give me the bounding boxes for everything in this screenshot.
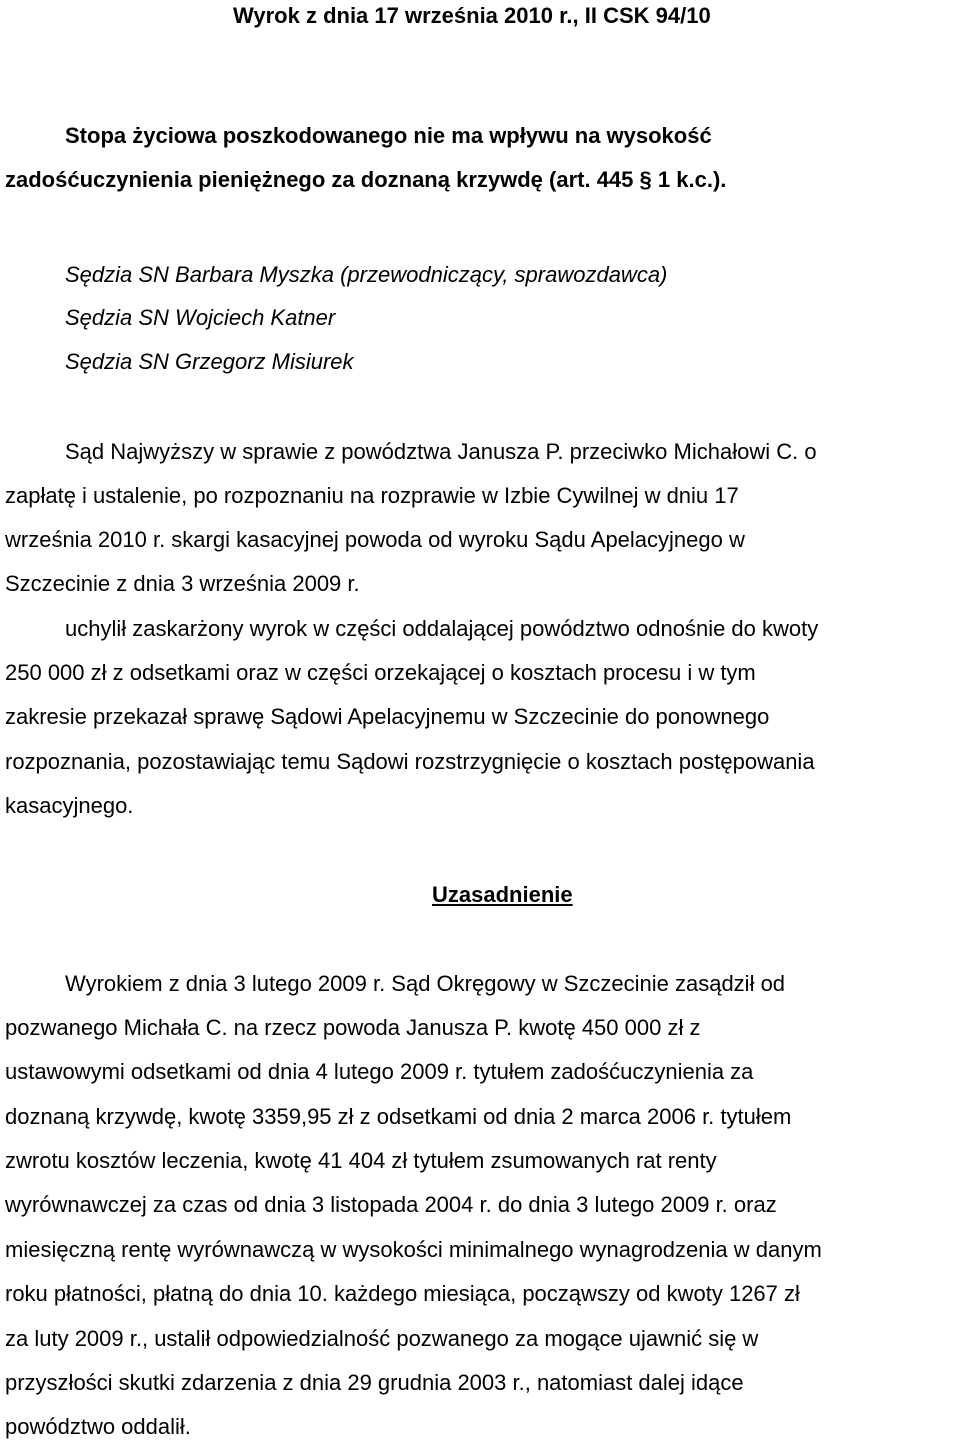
justification-line-8: roku płatności, płatną do dnia 10. każdego miesiąca, począwszy od kwoty 1267 zł [5,1281,800,1306]
justification-line-11: powództwo oddalił. [5,1414,191,1439]
judge-3: Sędzia SN Grzegorz Misiurek [65,349,354,374]
ruling-line-4: rozpoznania, pozostawiając temu Sądowi rozstrzygnięcie o kosztach postępowania [5,749,815,774]
ruling-line-1: uchylił zaskarżony wyrok w części oddalającej powództwo odnośnie do kwoty [65,616,819,641]
ruling-line-5: kasacyjnego. [5,793,134,818]
justification-line-2: pozwanego Michała C. na rzecz powoda Janusza P. kwotę 450 000 zł z [5,1015,701,1040]
document-title: Wyrok z dnia 17 września 2010 r., II CSK 94/10 [233,3,711,28]
justification-line-5: zwrotu kosztów leczenia, kwotę 41 404 zł tytułem zsumowanych rat renty [5,1148,717,1173]
justification-line-1: Wyrokiem z dnia 3 lutego 2009 r. Sąd Okręgowy w Szczecinie zasądził od [65,971,786,996]
justification-line-9: za luty 2009 r., ustalił odpowiedzialność pozwanego za mogące ujawnić się w [5,1326,759,1351]
judge-2: Sędzia SN Wojciech Katner [65,305,336,330]
ruling-line-3: zakresie przekazał sprawę Sądowi Apelacyjnemu w Szczecinie do ponownego [5,704,770,729]
ruling-line-2: 250 000 zł z odsetkami oraz w części orzekającej o kosztach procesu i w tym [5,660,756,685]
thesis-line-1: Stopa życiowa poszkodowanego nie ma wpływu na wysokość [65,123,712,148]
justification-heading: Uzasadnienie [432,882,573,907]
thesis-line-2 [5,167,726,193]
intro-line-1: Sąd Najwyższy w sprawie z powództwa Janusza P. przeciwko Michałowi C. o [65,439,817,464]
section-sign-icon: § [639,167,652,192]
intro-line-2: zapłatę i ustalenie, po rozpoznaniu na rozprawie w Izbie Cywilnej w dniu 17 [5,483,739,508]
justification-line-7: miesięczną rentę wyrównawczą w wysokości minimalnego wynagrodzenia w danym [5,1237,822,1262]
intro-line-4: Szczecinie z dnia 3 września 2009 r. [5,571,360,596]
intro-line-3: września 2010 r. skargi kasacyjnej powoda od wyroku Sądu Apelacyjnego w [5,527,745,552]
justification-line-3: ustawowymi odsetkami od dnia 4 lutego 2009 r. tytułem zadośćuczynienia za [5,1059,754,1084]
thesis-line-2-ref: 1 k.c.). [657,167,727,192]
thesis-line-2-text: zadośćuczynienia pieniężnego za doznaną krzywdę (art. 445 [5,167,634,192]
justification-line-6: wyrównawczej za czas od dnia 3 listopada 2004 r. do dnia 3 lutego 2009 r. oraz [5,1192,777,1217]
judge-1: Sędzia SN Barbara Myszka (przewodniczący, sprawozdawca) [65,262,668,287]
justification-line-4: doznaną krzywdę, kwotę 3359,95 zł z odsetkami od dnia 2 marca 2006 r. tytułem [5,1104,792,1129]
justification-line-10: przyszłości skutki zdarzenia z dnia 29 grudnia 2003 r., natomiast dalej idące [5,1370,744,1395]
